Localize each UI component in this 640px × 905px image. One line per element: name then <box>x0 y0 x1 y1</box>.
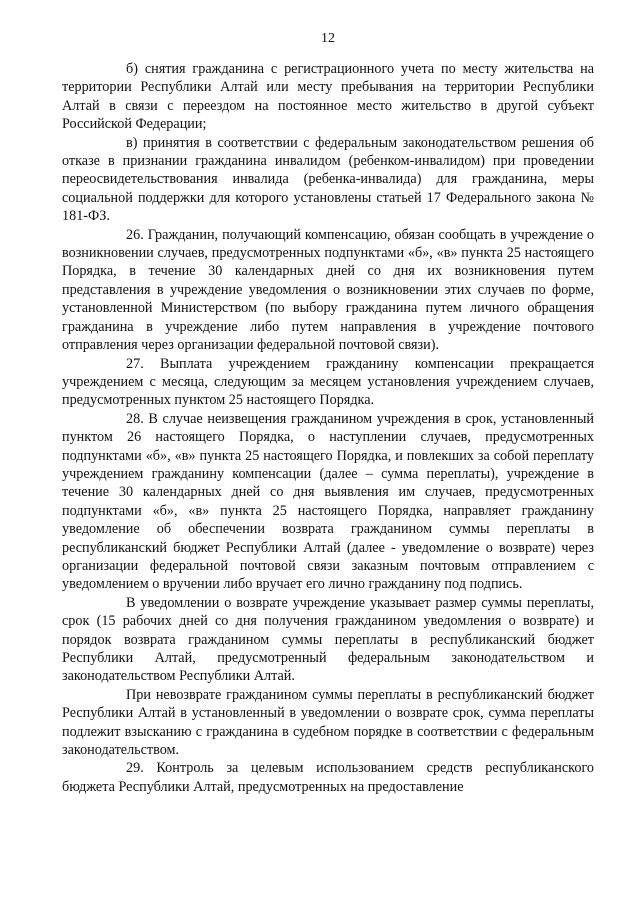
paragraph-subpoint-b: б) снятия гражданина с регистрационного учета по месту жительства на территории Республики Алтай или месту пребывания на территории Республики Алтай в связи с переездом на постоянное место жительство в другой субъект Российской Федерации; <box>62 61 594 133</box>
paragraph-27: 27. Выплата учреждением гражданину компенсации прекращается учреждением с месяца, следующим за месяцем установления учреждением случаев, предусмотренных пунктом 25 настоящего Порядка. <box>62 355 594 409</box>
paragraph-28: 28. В случае неизвещения гражданином учреждения в срок, установленный пунктом 26 настоящего Порядка, о наступлении случаев, предусмотренных подпунктами «б», «в» пункта 25 настоящего Порядка, и повлекших за собой переплату учреждением гражданину компенсации (далее – сумма переплаты), учреждение в течение 30 календарных дней со дня выявления им случаев, предусмотренных подпунктами «б», «в» пункта 25 настоящего Порядка, направляет гражданину уведомление об обеспечении возврата гражданином суммы переплаты в республиканский бюджет Республики Алтай (далее - уведомление о возврате) через организации федеральной почтовой связи заказным почтовым отправлением с уведомлением о вручении либо вручает его лично гражданину под подпись. <box>62 410 594 593</box>
paragraph-notice-contents: В уведомлении о возврате учреждение указывает размер суммы переплаты, срок (15 рабочих дней со дня получения гражданином уведомления о возврате) и порядок возврата гражданином суммы переплаты в республиканский бюджет Республики Алтай, предусмотренный федеральным законодательством и законодательством Республики Алтай. <box>62 594 594 685</box>
paragraph-26: 26. Гражданин, получающий компенсацию, обязан сообщать в учреждение о возникновении случаев, предусмотренных подпунктами «б», «в» пункта 25 настоящего Порядка, в течение 30 календарных дней со дня их возникновения путем представления в учреждение уведомления о возникновении этих случаев по форме, установленной Министерством (по выбору гражданина путем личного обращения гражданина в учреждение либо путем направления в учреждение почтового отправления через организации федеральной почтовой связи). <box>62 226 594 354</box>
page-number: 12 <box>321 31 335 46</box>
paragraph-subpoint-v: в) принятия в соответствии с федеральным законодательством решения об отказе в признании гражданина инвалидом (ребенком-инвалидом) при проведении переосвидетельствования инвалида (ребенка-инвалида) для гражданина, меры социальной поддержки для которого установлены статьей 17 Федерального закона № 181-ФЗ. <box>62 134 594 225</box>
paragraph-non-return: При невозврате гражданином суммы переплаты в республиканский бюджет Республики Алтай в установленный в уведомлении о возврате срок, сумма переплаты подлежит взысканию с гражданина в судебном порядке в соответствии с федеральным законодательством. <box>62 686 594 759</box>
paragraph-29: 29. Контроль за целевым использованием средств республиканского бюджета Республики Алтай, предусмотренных на предоставление <box>62 760 594 795</box>
